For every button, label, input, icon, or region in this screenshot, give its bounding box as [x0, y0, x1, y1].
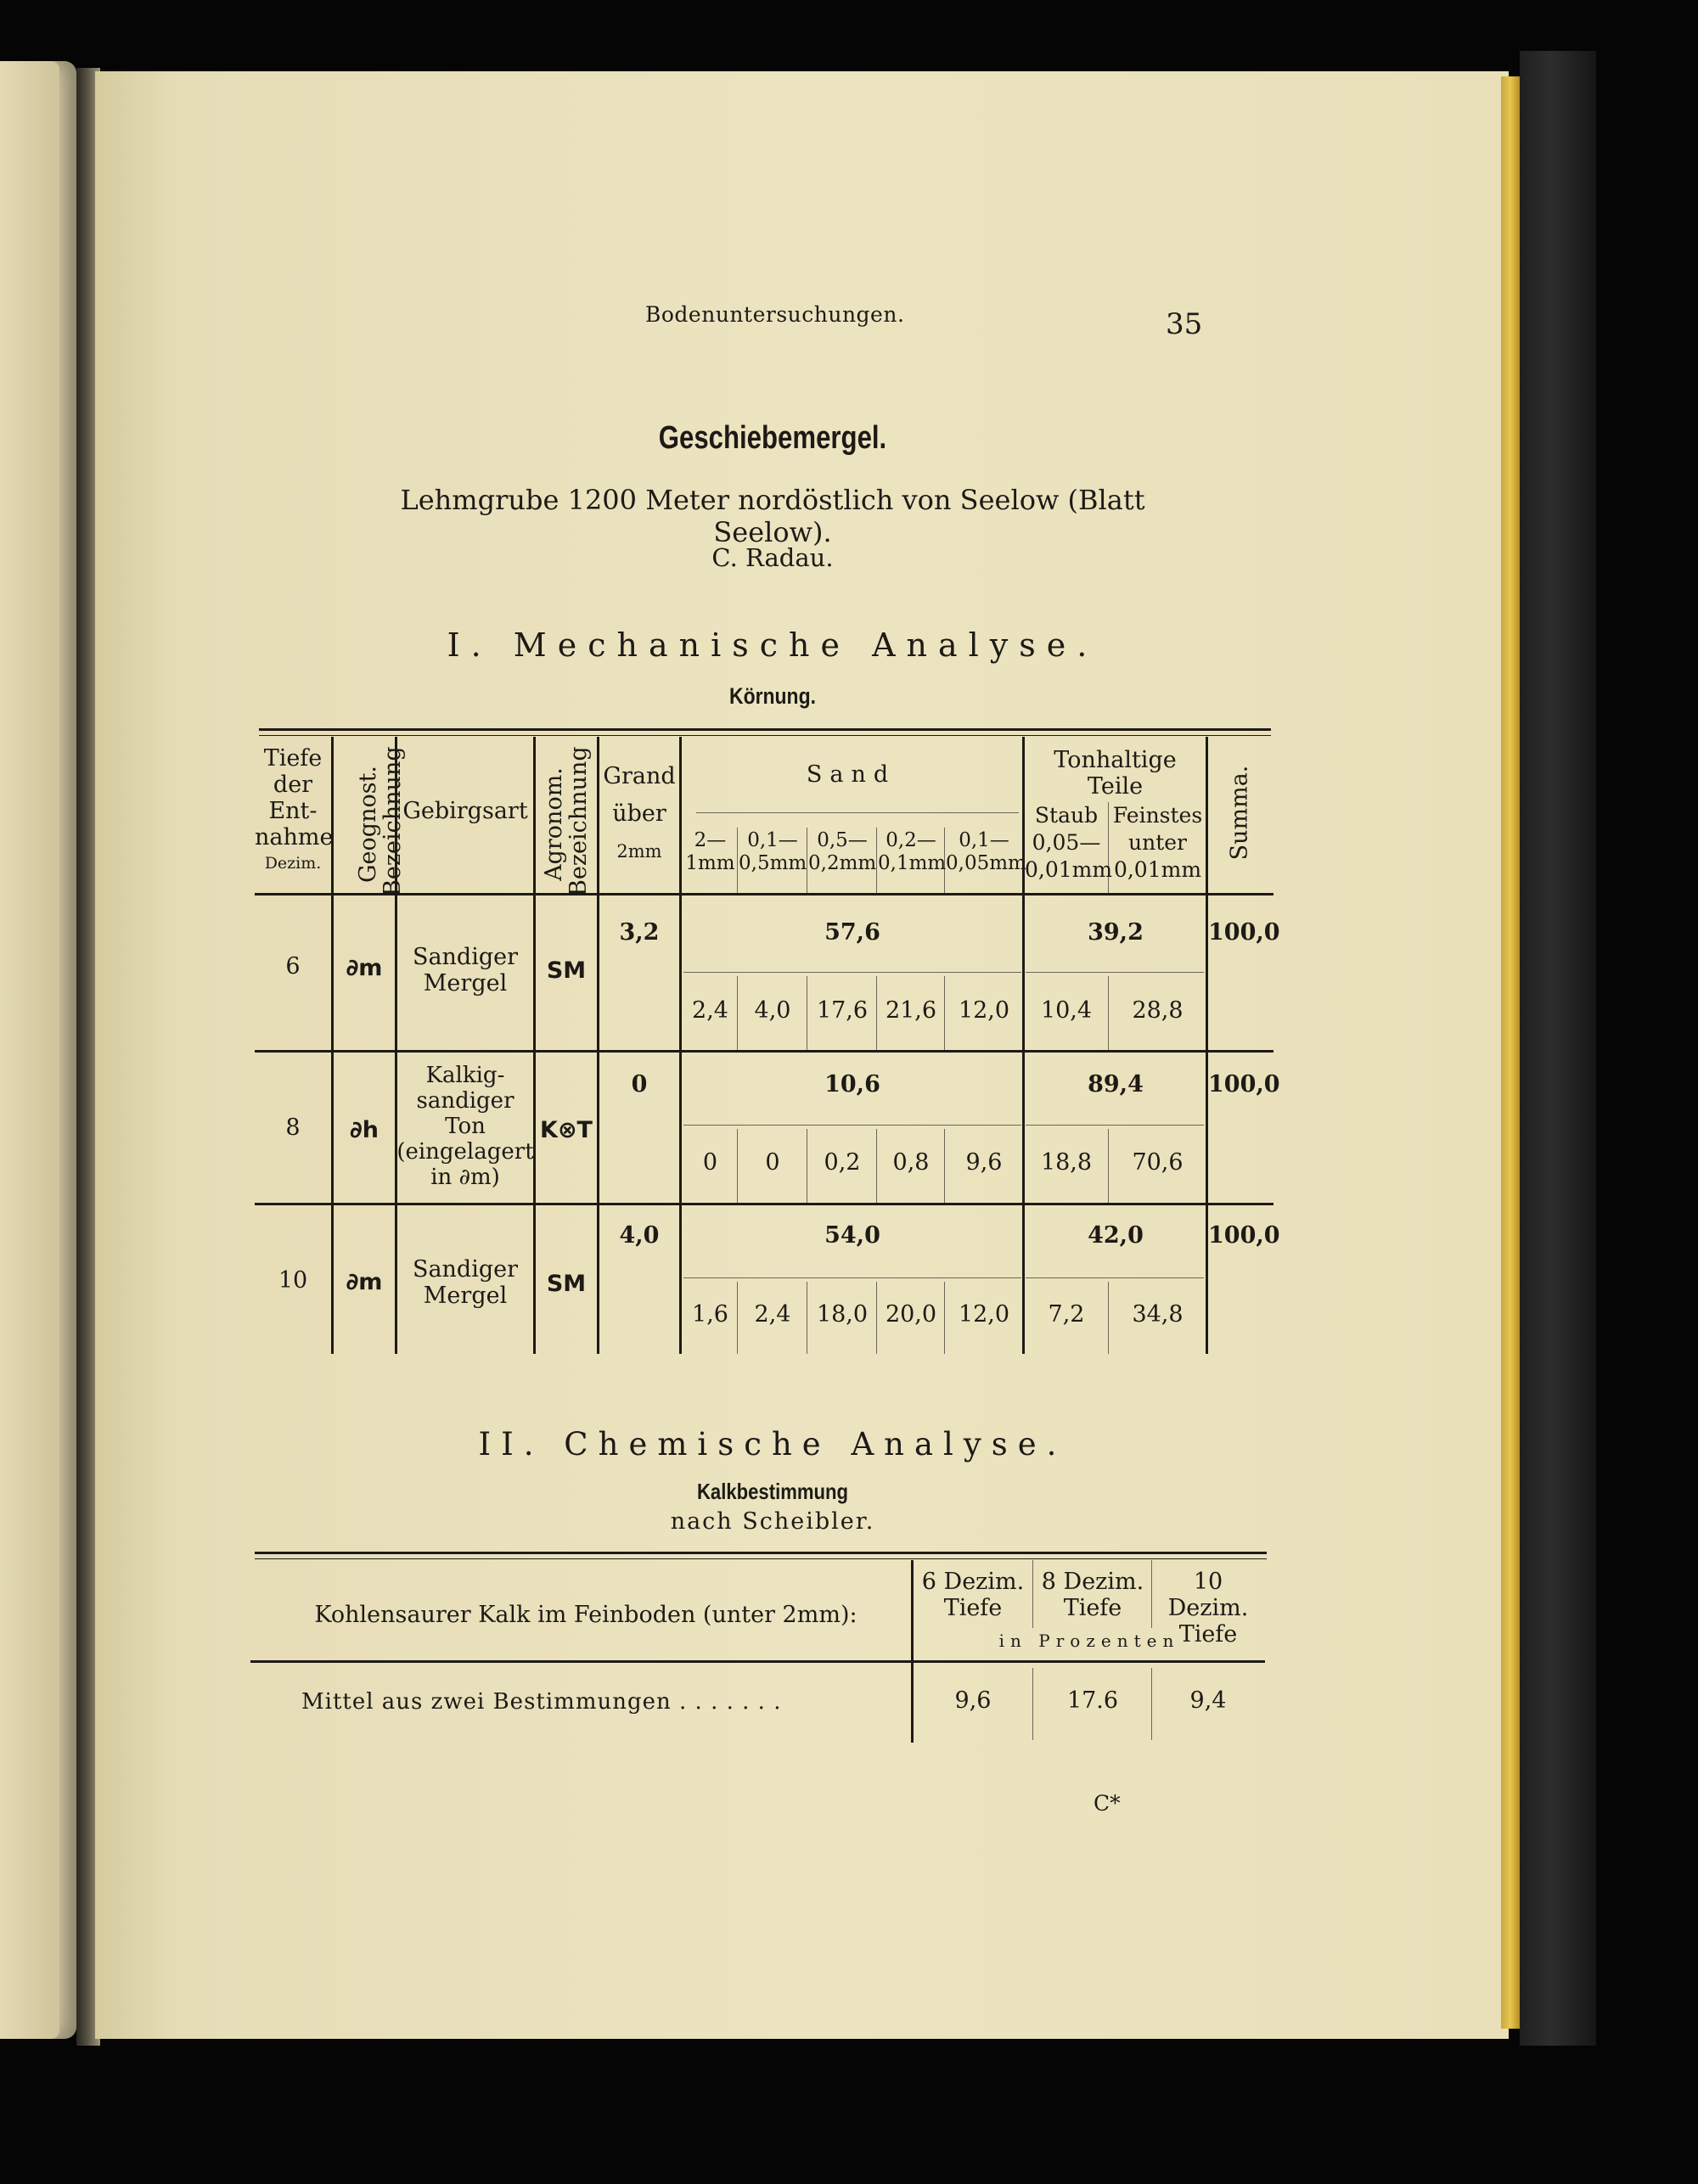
cell-value: 2,4 [754, 1301, 791, 1328]
page-number: 35 [1166, 307, 1203, 341]
cell-grand: 4,0 [619, 1222, 660, 1249]
col-divider [737, 976, 738, 1050]
unit-label: in Prozenten [998, 1631, 1180, 1651]
cell-value: 18,0 [816, 1301, 869, 1328]
header-divider [696, 812, 1019, 813]
header-summa: Summa. [1226, 765, 1253, 861]
col-divider [1108, 976, 1109, 1050]
cell-value: 20,0 [885, 1301, 937, 1328]
cell-grand: 3,2 [619, 919, 660, 946]
header-staub: Staub 0,05— 0,01mm [1025, 803, 1113, 882]
cell-tiefe: 10 [278, 1267, 308, 1294]
book-cover [1520, 51, 1596, 2046]
cell-agronom: SM [546, 957, 587, 984]
cell-value: 9,6 [965, 1149, 1003, 1176]
cell-geognost: ∂m [346, 955, 383, 981]
page-subtitle: Lehmgrube 1200 Meter nordöstlich von Seelow (Blatt Seelow). [400, 484, 1145, 548]
header-sand-fraction: 0,5— 0,2mm [808, 829, 877, 874]
sub-divider [1026, 1277, 1204, 1278]
col-divider [533, 737, 536, 1354]
header-sand-fraction: 0,2— 0,1mm [878, 829, 947, 874]
table-rule [259, 735, 1271, 736]
row-divider [255, 1203, 1274, 1205]
col-divider [1151, 1560, 1152, 1628]
author: C. Radau. [711, 543, 834, 572]
cell-gebirgsart: Sandiger Mergel [412, 944, 519, 997]
sub-divider [683, 1125, 1021, 1126]
col-divider [1206, 737, 1208, 1354]
column-header: 6 Dezim. Tiefe [921, 1569, 1025, 1621]
cell-value: 28,8 [1132, 997, 1184, 1024]
col-divider [944, 1129, 945, 1203]
cell-value: 10,4 [1040, 997, 1093, 1024]
cell-gebirgsart: Sandiger Mergel [412, 1256, 519, 1309]
cell-value: 9,4 [1189, 1687, 1227, 1714]
cell-value: 9,6 [954, 1687, 992, 1714]
cell-value: 1,6 [692, 1301, 728, 1328]
cell-summa: 100,0 [1208, 1222, 1280, 1249]
section-1-subtitle: Körnung. [729, 683, 816, 709]
header-gebirgsart: Gebirgsart [402, 798, 528, 824]
header-sand-fraction: 2— 1mm [685, 829, 735, 874]
cell-agronom: SM [546, 1271, 587, 1297]
col-divider [1032, 1560, 1033, 1628]
cell-geognost: ∂m [346, 1269, 383, 1295]
header-tonhaltige: Tonhaltige Teile [1054, 747, 1177, 800]
page-title: Geschiebemergel. [658, 420, 887, 456]
cell-grand: 0 [631, 1071, 648, 1098]
cell-sand-total: 57,6 [824, 919, 880, 946]
book-page [95, 71, 1509, 2039]
signature-mark: C* [1094, 1791, 1121, 1816]
col-divider [944, 1282, 945, 1354]
cell-sand-total: 54,0 [824, 1222, 880, 1249]
cell-summa: 100,0 [1208, 1071, 1280, 1098]
section-2-subtitle: Kalkbestimmung [696, 1479, 849, 1504]
cell-value: 34,8 [1132, 1301, 1184, 1328]
header-grand: Grand über 2mm [603, 763, 676, 862]
cell-value: 4,0 [754, 997, 791, 1024]
col-divider [944, 976, 945, 1050]
cell-sand-total: 10,6 [824, 1071, 880, 1098]
col-divider [1032, 1668, 1033, 1740]
cell-value: 0 [702, 1149, 718, 1176]
cell-value: 21,6 [885, 997, 937, 1024]
header-agronom: Agronom. Bezeichnung [541, 746, 592, 896]
sub-divider [1026, 1125, 1204, 1126]
col-divider [1108, 1129, 1109, 1203]
cell-tiefe: 6 [285, 953, 301, 980]
cell-geognost: ∂h [350, 1117, 379, 1143]
col-divider [876, 1129, 877, 1203]
sub-divider [1026, 972, 1204, 973]
col-divider [737, 1129, 738, 1203]
col-divider [737, 828, 738, 893]
col-divider [876, 976, 877, 1050]
header-tiefe: Tiefe der Ent- nahme Dezim. [255, 745, 334, 873]
row-header: Kohlensaurer Kalk im Feinboden (unter 2mm): [314, 1602, 857, 1628]
column-header: 8 Dezim. Tiefe [1041, 1569, 1144, 1621]
cell-ton-total: 39,2 [1088, 919, 1144, 946]
sub-divider [683, 972, 1021, 973]
running-title: Bodenuntersuchungen. [645, 302, 905, 327]
cell-value: 0,2 [824, 1149, 861, 1176]
col-divider [876, 828, 877, 893]
cell-agronom: K⊗T [540, 1117, 593, 1143]
table-rule [255, 893, 1274, 895]
sub-divider [683, 1277, 1021, 1278]
col-divider [737, 1282, 738, 1354]
cell-value: 2,4 [692, 997, 728, 1024]
section-2-method: nach Scheibler. [670, 1508, 875, 1535]
cell-value: 7,2 [1048, 1301, 1085, 1328]
table-rule [259, 728, 1271, 731]
left-page-edge [0, 61, 76, 2039]
table-rule [255, 1552, 1267, 1554]
cell-value: 0,8 [892, 1149, 930, 1176]
col-divider [1151, 1668, 1152, 1740]
column-header: 10 Dezim. Tiefe [1167, 1569, 1249, 1648]
cell-value: 17,6 [816, 997, 869, 1024]
header-sand-fraction: 0,1— 0,05mm [946, 829, 1026, 874]
cell-ton-total: 89,4 [1088, 1071, 1144, 1098]
table-rule [250, 1660, 1265, 1663]
cell-value: 18,8 [1040, 1149, 1093, 1176]
cell-tiefe: 8 [285, 1114, 301, 1141]
section-1-title: I. Mechanische Analyse. [447, 626, 1099, 664]
header-sand: Sand [806, 761, 897, 788]
header-feinstes: Feinstes unter 0,01mm [1112, 803, 1203, 882]
cell-value: 12,0 [958, 1301, 1010, 1328]
cell-ton-total: 42,0 [1088, 1222, 1144, 1249]
cell-value: 0 [765, 1149, 780, 1176]
header-sand-fraction: 0,1— 0,5mm [739, 829, 807, 874]
col-divider [679, 737, 682, 1354]
cell-gebirgsart: Kalkig- sandiger Ton (eingelagert in ∂m) [396, 1063, 534, 1190]
row-label: Mittel aus zwei Bestimmungen . . . . . . . [301, 1689, 782, 1715]
cell-value: 17.6 [1066, 1687, 1119, 1714]
header-geognost: Geognost. Bezeichnung [355, 746, 406, 896]
table-rule [255, 1558, 1267, 1559]
row-divider [255, 1050, 1274, 1053]
cell-value: 70,6 [1132, 1149, 1184, 1176]
col-divider [1108, 1282, 1109, 1354]
section-2-title: II. Chemische Analyse. [478, 1426, 1067, 1463]
cell-summa: 100,0 [1208, 919, 1280, 946]
col-divider [876, 1282, 877, 1354]
page-edges [1501, 76, 1520, 2029]
cell-value: 12,0 [958, 997, 1010, 1024]
